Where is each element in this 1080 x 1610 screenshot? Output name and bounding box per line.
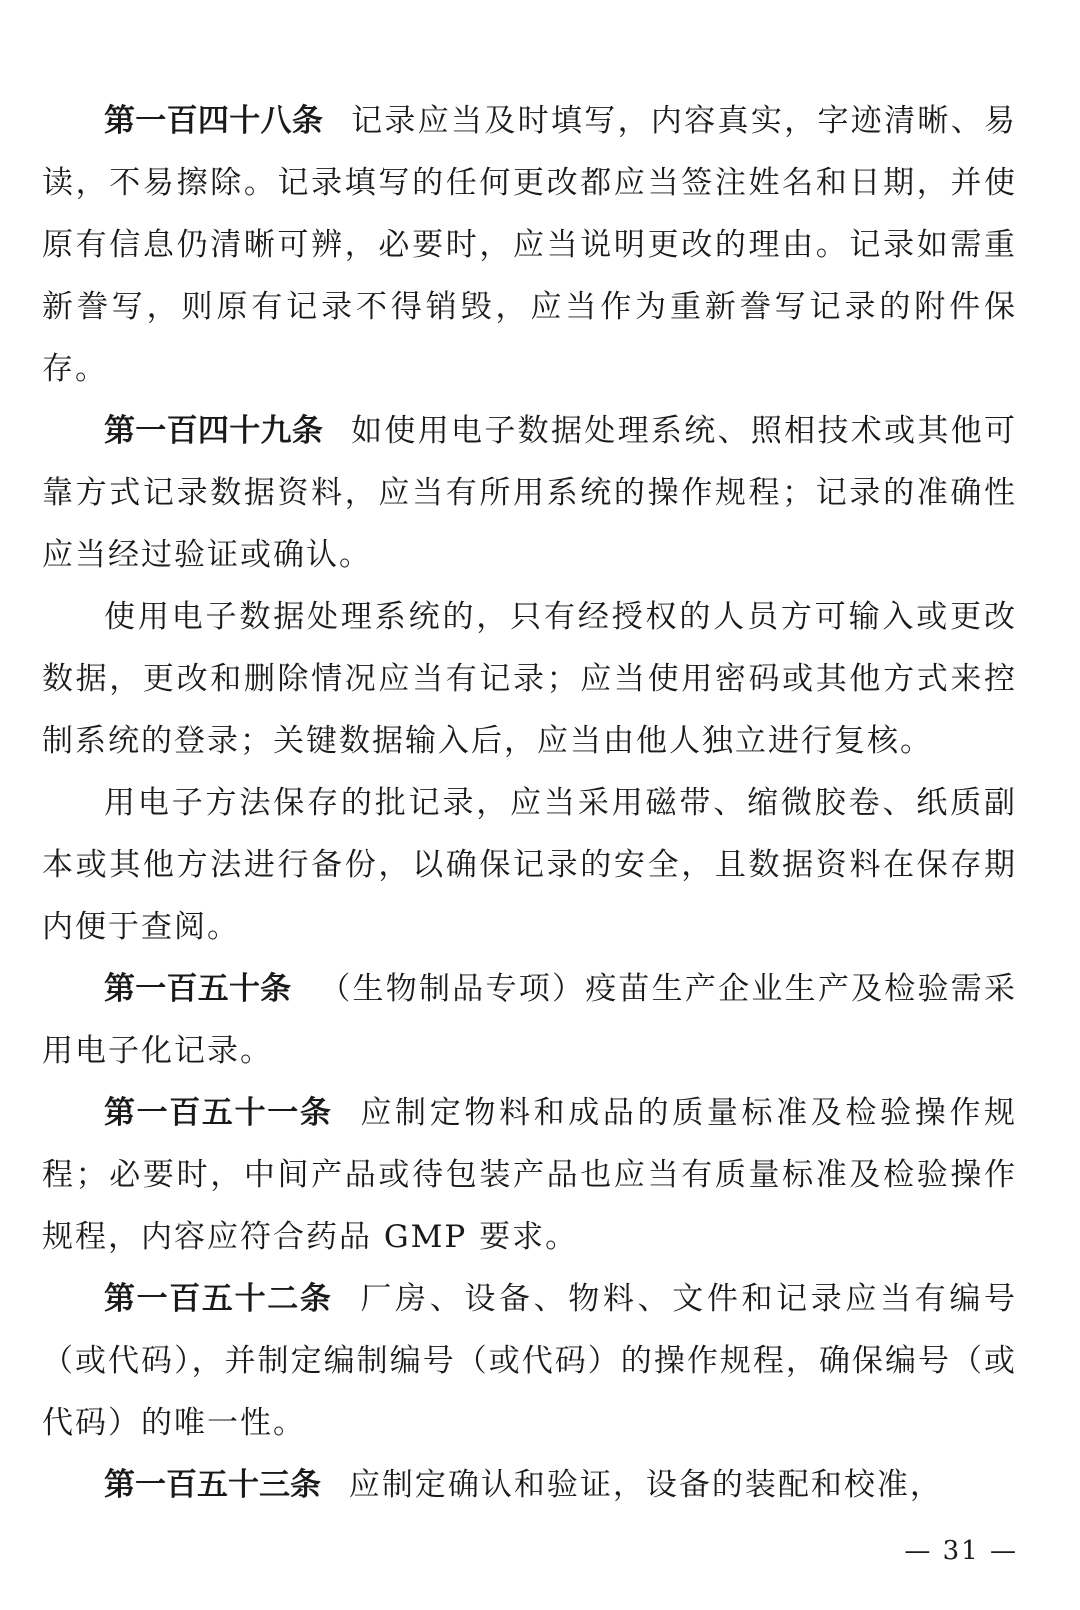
paragraph-electronic-system [42,586,1017,772]
paragraph-text: 使用电子数据处理系统的，只有经授权的人员方可输入或更改数据，更改和删除情况应当有记录；应当使用密码或其他方式来控制系统的登录；关键数据输入后，应当由他人独立进行复核。 [42,599,1017,759]
article-number: 第一百五十一条 [104,1095,333,1131]
paragraph-article-152 [42,1268,1017,1454]
article-number: 第一百四十八条 [104,103,324,139]
article-number: 第一百四十九条 [104,413,324,449]
paragraph-text: 记录应当及时填写，内容真实，字迹清晰、易读，不易擦除。记录填写的任何更改都应当签注姓名和日期，并使原有信息仍清晰可辨，必要时，应当说明更改的理由。记录如需重新誊写，则原有记录不得销毁，应当作为重新誊写记录的附件保存。 [42,103,1018,387]
paragraph-text: 厂房、设备、物料、文件和记录应当有编号（或代码），并制定编制编号（或代码）的操作规程，确保编号（或代码）的唯一性。 [42,1281,1018,1441]
paragraph-text: 用电子方法保存的批记录，应当采用磁带、缩微胶卷、纸质副本或其他方法进行备份，以确保记录的安全，且数据资料在保存期内便于查阅。 [42,785,1017,945]
paragraph-article-151 [42,1082,1017,1268]
article-number: 第一百五十三条 [104,1467,321,1503]
paragraph-text: （生物制品专项）疫苗生产企业生产及检验需采用电子化记录。 [42,971,1018,1069]
article-number: 第一百五十二条 [104,1281,333,1317]
page-number: — 31 — [904,1536,1018,1566]
paragraph-article-150 [42,958,1017,1082]
paragraph-article-148 [42,90,1017,400]
paragraph-article-153 [42,1454,1017,1516]
paragraph-text: 应制定确认和验证，设备的装配和校准， [348,1467,943,1503]
paragraph-text: 应制定物料和成品的质量标准及检验操作规程；必要时，中间产品或待包装产品也应当有质量标准及检验操作规程，内容应符合药品 GMP 要求。 [42,1095,1018,1255]
paragraph-text: 如使用电子数据处理系统、照相技术或其他可靠方式记录数据资料，应当有所用系统的操作规程；记录的准确性应当经过验证或确认。 [42,413,1018,573]
document-body [42,90,1017,1516]
paragraph-article-149 [42,400,1017,586]
article-number: 第一百五十条 [104,971,292,1007]
paragraph-batch-record-backup [42,772,1017,958]
